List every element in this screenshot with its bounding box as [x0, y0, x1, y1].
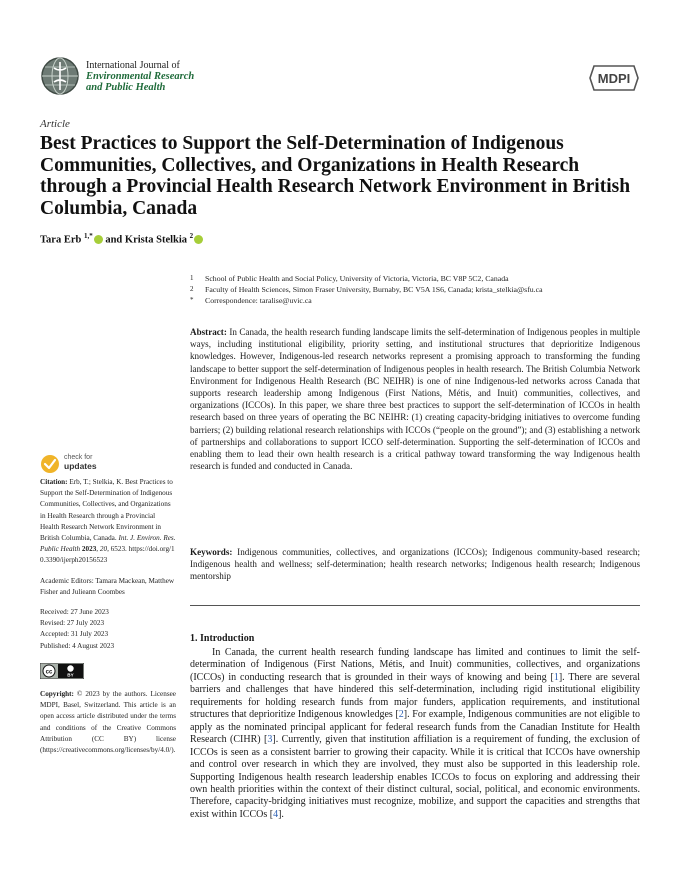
orcid-icon[interactable]: [94, 235, 103, 244]
author-name-1: Tara Erb: [40, 234, 82, 246]
abstract-label: Abstract:: [190, 327, 227, 337]
author-affil-1: 1,*: [83, 232, 93, 240]
affiliation-mark: 1: [190, 274, 194, 282]
citation-volume: 20: [99, 545, 108, 554]
section-heading-introduction: 1. Introduction: [190, 633, 255, 644]
journal-header: [40, 56, 640, 100]
citation-text: Erb, T.; Stelkia, K. Best Practices to Support the Self-Determination of Indigenous Communities, Collectives, and Organizations in Health Research through a Provincial Health Research Network Environment in British Columbia, Canada.: [40, 478, 173, 543]
author-name-2: Krista Stelkia: [124, 234, 188, 246]
citation-year: 2023: [81, 545, 97, 554]
date-received: Received: 27 June 2023: [40, 608, 109, 617]
intro-text: ]. Currently, given that institution affiliation is a requirement of funding, the exclusion of ICCOs is seen as a consistent barrier to growing their capacity. While it is critical that ICCOs have ownership and control over research in which they are involved, they must also be supported in this leadership role. Supporting Indigenous health research leadership enables ICCOs to focus on exploring and addressing their own health priorities within the context of their distinct cultural, social, political, and economic environments. Therefore, capacity-bridging initiatives must recognize, mobilize, and support the capacities and strengths that exist within ICCOs [: [190, 734, 640, 820]
citation-block: Citation: Erb, T.; Stelkia, K. Best Practices to Support the Self-Determination of Indigenous Communities, Collectives, and Organizations in Health Research through a Provincial Health Research Network Environment in British Columbia, Canada. Int. J. Environ. Res. Public Health 2023, 20, 6523. https://doi.org/10.3390/ijerph20156523: [40, 478, 176, 565]
affiliation-row: [190, 273, 640, 284]
reference-link[interactable]: 4: [273, 808, 279, 820]
mdpi-logo-icon: [588, 64, 640, 92]
keywords-label: Keywords:: [190, 547, 233, 557]
introduction-paragraph: [190, 647, 640, 821]
affiliation-mark: 2: [190, 285, 194, 293]
mdpi-logo-text: MDPI: [597, 71, 631, 86]
article-type: Article: [40, 118, 70, 130]
cc-badge-text: BY: [67, 672, 74, 678]
journal-name-line3: and Public Health: [86, 82, 166, 93]
affiliation-row: [190, 284, 640, 295]
svg-text:cc: cc: [45, 669, 53, 676]
publication-dates: [40, 607, 176, 652]
reference-link[interactable]: 1: [553, 671, 559, 683]
citation-pages: 6523.: [110, 545, 127, 554]
date-revised: Revised: 27 July 2023: [40, 619, 105, 628]
copyright-label: Copyright:: [40, 690, 74, 699]
affiliation-text: School of Public Health and Social Policy, University of Victoria, Victoria, BC V8P 5C2, Canada: [205, 274, 509, 283]
ijerph-globe-logo-icon: [40, 56, 80, 96]
citation-label: Citation:: [40, 478, 68, 486]
journal-name-line2: Environmental Research: [86, 71, 195, 82]
reference-link[interactable]: 3: [267, 734, 273, 746]
citation-journal: Int. J. Environ. Res. Public Health: [40, 534, 176, 554]
sidebar: [40, 453, 176, 765]
affiliation-row: [190, 295, 640, 306]
abstract: [190, 326, 640, 472]
check-for-updates-line2: updates: [64, 461, 97, 471]
affiliation-mark: *: [190, 296, 194, 304]
keywords: [190, 546, 640, 583]
keywords-text: Indigenous communities, collectives, and organizations (ICCOs); Indigenous community-based research; Indigenous health and wellness; self-determination; health research networks; Indigenous health research; Indigenous mentorship: [190, 547, 640, 582]
intro-text: ]. For example, Indigenous communities are not eligible to apply as the nominated principal applicant for federal research funds from the Canadian Institute for Health Research (CIHR) [: [190, 709, 641, 746]
check-for-updates-line1: check for: [64, 454, 93, 461]
date-accepted: Accepted: 31 July 2023: [40, 630, 109, 639]
journal-name: [86, 60, 194, 93]
intro-text: ]. There are several barriers and challenges that have hindered this self-determination, including rigid institutional eligibility requirements for holding research funds from major funders, application requirements, and institutional structures that deprioritize Indigenous knowledges [: [190, 671, 640, 721]
abstract-text: In Canada, the health research funding landscape limits the self-determination of Indigenous peoples in multiple ways, including institutional eligibility, priority setting, and institutional structures that deprioritize Indigenous knowledges. However, Indigenous-led research networks represent a promising approach to transforming the funding landscape to better support the self-determination of Indigenous peoples in health research. The British Columbia Network Environment for Indigenous Health Research (BC NEIHR) is one of nine Indigenous-led networks across Canada that supports research leadership among Indigenous (First Nations, Métis, and Inuit) communities, collectives, and organizations (ICCOs). In this paper, we share three best practices to support the self-determination of ICCOs in health research based on three years of operating the BC NEIHR: (1) creating capacity-bridging initiatives to overcome funding barriers; (2) building relational research relationships with ICCOs (“people on the ground”); and (3) establishing a network of partnerships and collaborations to support ICCO self-determination. Supporting the self-determination of ICCOs and enabling them to lead their own health research is a critical pathway toward transforming the way Indigenous health research is funded and conducted in Canada.: [190, 327, 641, 472]
orcid-icon[interactable]: [194, 235, 203, 244]
copyright-block: [40, 689, 176, 756]
section-divider: [190, 605, 640, 606]
journal-name-line1: International Journal of: [86, 60, 180, 71]
check-for-updates-button[interactable]: [40, 453, 176, 475]
citation-doi-link[interactable]: https://doi.org/10.3390/ijerph20156523: [40, 545, 175, 565]
author-joiner: and: [105, 234, 123, 246]
intro-text: In Canada, the current health research funding landscape has limited and continues to limit the self-determination of Indigenous (First Nations, Métis, and Inuit) communities, collectives, and organizations (ICCOs) in conducting research that is grounded in their ways of knowing and being [: [190, 647, 640, 683]
reference-link[interactable]: 2: [398, 709, 404, 721]
check-for-updates-icon: [40, 454, 60, 474]
paper-title: Best Practices to Support the Self-Determination of Indigenous Communities, Collectives, and Organizations in Health Research through a Provincial Health Research Network Environment in British Columbia, Canada: [40, 133, 631, 219]
academic-editors: Academic Editors: Tamara Mackean, Matthew Fisher and Julieann Coombes: [40, 576, 175, 596]
affiliation-text: Faculty of Health Sciences, Simon Fraser University, Burnaby, BC V5A 1S6, Canada; krista_stelkia@sfu.ca: [205, 285, 543, 294]
author-list: [40, 232, 203, 246]
affiliations: [190, 273, 640, 306]
cc-by-license-icon[interactable]: [40, 663, 84, 679]
copyright-text: © 2023 by the authors. Licensee MDPI, Basel, Switzerland. This article is an open access article distributed under the terms and conditions of the Creative Commons Attribution (CC BY) license (https://creativecommons.org/licenses/by/4.0/).: [40, 690, 176, 755]
author-affil-2: 2: [189, 232, 194, 240]
date-published: Published: 4 August 2023: [40, 641, 115, 650]
correspondence-text: Correspondence: taralise@uvic.ca: [205, 296, 312, 305]
intro-text: ].: [278, 808, 284, 820]
